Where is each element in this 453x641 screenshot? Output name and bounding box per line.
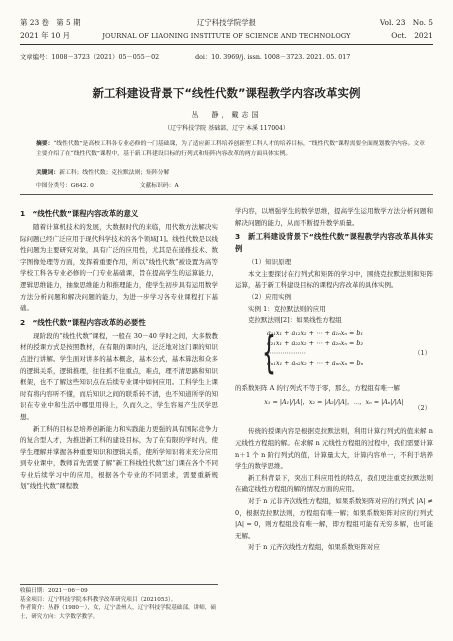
article-number: 文章编号：1008－3723（2021）05－055－02 [20,54,160,61]
journal-name-en: JOURNAL OF LIAONING INSTITUTE OF SCIENCE AND TECHNOLOGY [102,32,351,40]
keywords [36,168,169,178]
authors: 丛 静，戴志国 [191,111,262,119]
date-en: Oct. 2021 [391,31,433,40]
volume-issue-en: Vol. 23 No. 5 [379,18,433,27]
traditional-teaching-paragraph: 传统的授课内容是根据克拉默法则，利用计算行列式的值来解 n 元线性方程组的解。在求解 n 元线性方程组的过程中，我们需要计算 n＋1 个 n 阶行列式的值，计算量太大，计算内容单一，不利于培养学生的数学思维。 [235,427,433,471]
article-title: 新工科建设背景下“线性代数”课程教学内容改革实例 [92,86,361,100]
left-column [20,206,218,493]
abstract-text: “线性代数”是高校工科各专业必修的一门基础课，为了适应新工科培养创新型工科人才的培养目标，“线性代数”课程需要全面规划教学内容。文章主要介绍了在“线性代数”课程中，基于新工科建设目标的行列式和矩阵内容改革的两方面具体实例。 [36,141,425,157]
footnote-block [20,584,218,621]
article-meta [20,52,433,61]
equation-row: aₙ₁x₁ + aₙ₂x₂ + ⋯ + aₙₙxₙ = bₙ [267,358,364,367]
continued-paragraph: 学内容，以增强学生的数学思维，提高学生运用数学方法分析问题和解决问题的能力，从而不断提升教学质量。 [235,207,433,227]
date-cn: 2021 年 10 月 [20,31,71,40]
equation-row: a₂₁x₁ + a₂₂x₂ + ⋯ + a₂ₙxₙ = b₂ [267,338,364,347]
equation-number: （1） [414,348,431,357]
affiliation: （辽宁科技学院 基础部，辽宁 本溪 117004） [164,125,289,132]
nonhomogeneous-case-paragraph: 对于 n 元非齐次线性方程组，如果系数矩阵对应的行列式 |A| ≠ 0，根据克拉默法则，方程组有唯一解；如果系数矩阵对应的行列式 |A| = 0，则方程组没有唯一解，即方程组可能有无穷多解，也可能无解。 [235,496,433,540]
new-engineering-paragraph: 新工科背景下，突出工科应用性的特点，我们更注重克拉默法则在确定线性方程组的解的情况方面的应用。 [235,473,433,494]
subsection-knowledge: （1）知识原理 [248,258,292,267]
equation-2 [235,397,433,423]
homogeneous-case-paragraph: 对于 n 元齐次线性方程组，如果系数矩阵对应 [248,543,380,552]
section-1-heading: 1 “线性代数”课程内容改革的意义 [20,209,139,218]
author-bio: 作者简介：丛静（1980－），女，辽宁盖州人，辽宁科技学院基础部，讲师，硕士，研究方向：大学数学教学。 [20,605,217,620]
example-1-title: 实例 1：克拉默法则的应用 [248,304,326,313]
classification [36,180,223,189]
running-header-bottom [20,31,433,41]
abstract [36,139,425,159]
section-3-heading: 3 新工科建设背景下“线性代数”课程教学内容改革具体实例 [235,232,433,254]
fund-info: 基金项目：辽宁科技学院本科教学改革研究项目（2021053）。 [20,596,177,603]
subsection-examples: （2）应用实例 [248,292,292,301]
running-header-top [20,18,433,28]
keywords-label: 关键词： [36,170,60,176]
equation-row: a₁₁x₁ + a₁₂x₂ + ⋯ + a₁ₙxₙ = b₁ [267,328,364,337]
section-2-heading: 2 “线性代数”课程内容改革的必要性 [20,317,146,327]
equation-system-1 [235,328,433,380]
volume-issue-cn: 第 23 卷 第 5 期 [20,18,81,27]
section-2-paragraph-2: 新工科的目标是培养创新能力和实践能力更强的具有国际竞争力的复合型人才，为推进新工科的建设目标，为了在有限的学时内，使学生理解并掌握各种重要知识和逻辑关系，使所学知识将来充分应用到专业课中，教师首先需要了解“新工科线性代数”这门课在各个不同专业后续学习中的应用，根据各个专业的不同需求，需要重新规划“线性代数”课程教 [20,424,218,491]
cramer-intro: 克拉默法则[2]：如果线性方程组 [248,316,342,325]
cramer-solution-formula: x₁ = |A₁|/|A|，x₂ = |A₂|/|A|，⋯，xₙ = |Aₙ|/|A| [264,398,404,407]
abstract-divider [20,194,433,195]
eq1-followup: 的系数矩阵 A 的行列式不等于零，那么，方程组有唯一解 [235,383,400,392]
received-date: 收稿日期：2021－06－09 [20,588,88,594]
right-column [235,206,433,554]
header-divider [20,44,433,45]
journal-name-cn: 辽宁科技学院学报 [196,18,257,27]
document-code: 文献标识码：A [139,183,179,189]
section-1-paragraph: 随着计算机技术的发展，大数据时代的来临，用代数方法解决实际问题已经广泛应用于现代科学技术的各个领域[1]。线性代数是以线性问题为主要研究对象，具有广泛的应用性，尤其是在递推技术、数字图像处理等方面，发挥着重要作用，所以“线性代数”被设置为高等学校工科各专业必修的一门专业基础课，旨在提高学生的运算能力，逻辑思维能力，抽象思维能力和推理能力，使学生初步具有运用数学方法分析问题和解决问题的能力，为进一步学习各专业课程打下基础。 [20,223,218,313]
equation-row: ⋯⋯⋯⋯⋯⋯ [267,348,306,357]
section-3-paragraph: 本文主要探讨在行列式和矩阵的学习中，围绕克拉默法则和矩阵运算，基于新工科建设目标的课程内容改革的具体实例。 [235,269,433,290]
equation-number: （2） [414,404,431,413]
clc-number: 中图分类号：G642. 0 [36,183,94,189]
doi: doi：10. 3969/j. issn. 1008－3723. 2021. 05. 017 [195,54,351,61]
keywords-text: 新工科；线性代数；克拉默法则；矩阵分解 [59,170,170,176]
left-brace: { [262,326,276,378]
abstract-label: 摘要： [36,141,54,147]
section-2-paragraph-1: 现阶段的“线性代数”课程，一般在 30－40 学时之间，大多数教材的授课方式是按照教材，在有限的课时内，泛泛地对这门课的知识点进行讲解。学生面对讲多的基本概念，基本公式，基本算法和众多的逻辑关系，逻辑推理，往往抓不住重点，难点，理不清思路和知识框架，也不了解这些知识点在后续专业课中如何应用。工科学生上课时有将内容听不懂，而后知识之间的联系转不清，也不知道所学的知识在专业中和生活中哪里用得上，久而久之，学生容易产生厌学思想。 [20,331,218,421]
